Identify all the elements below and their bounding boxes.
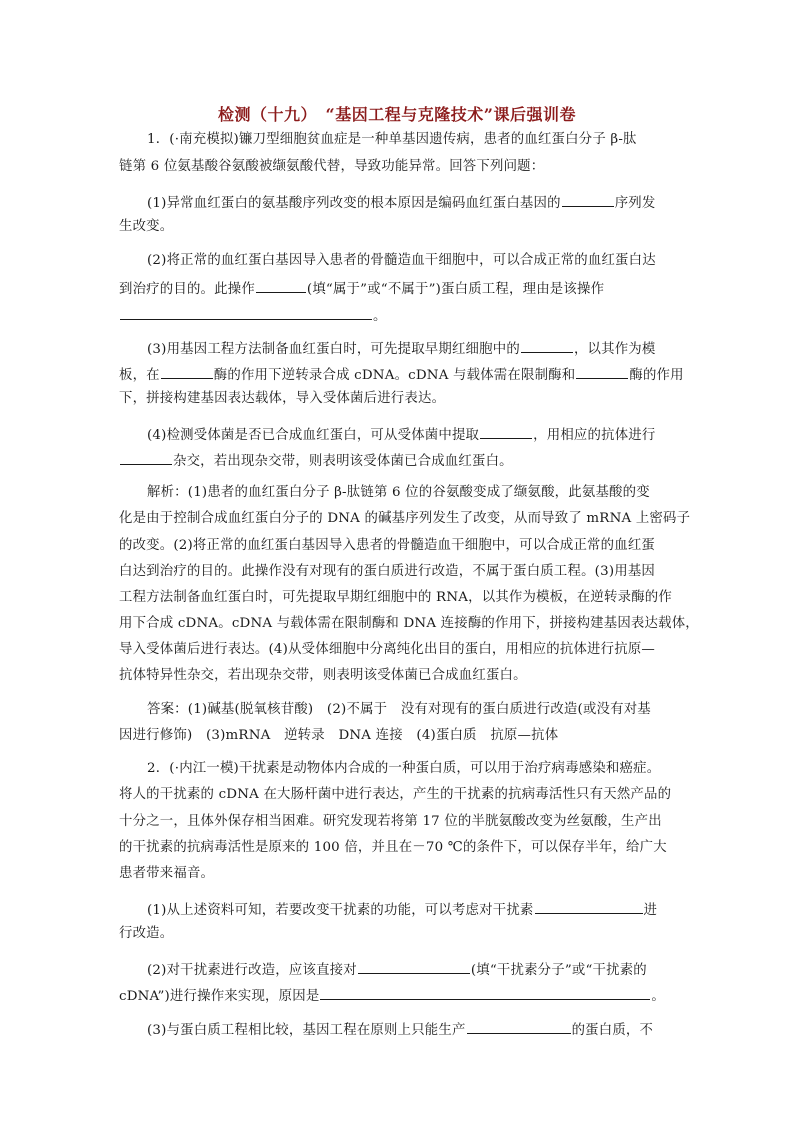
q1-analysis-line-7: 导入受体菌后进行表达。(4)从受体细胞中分离纯化出目的蛋白，用相应的抗体进行抗原— xyxy=(119,642,656,657)
answer-blank[interactable] xyxy=(535,899,643,914)
q1-part1-line-2: 生改变。 xyxy=(119,219,174,234)
q1-part3-line-2 xyxy=(119,364,684,385)
q1-part4-line-2 xyxy=(119,450,513,471)
text-segment: 序列发 xyxy=(614,196,656,211)
q2-stem-line-5: 患者带来福音。 xyxy=(119,866,215,881)
text-segment: (1)从上述资料可知，若要改变干扰素的功能，可以考虑对干扰素 xyxy=(147,903,534,918)
q2-part3-line-1 xyxy=(147,1019,653,1040)
q1-part1-line-1 xyxy=(147,192,655,213)
q1-part2-line-2 xyxy=(119,278,604,299)
q2-part2-line-2 xyxy=(119,985,665,1006)
answer-blank[interactable] xyxy=(358,959,470,974)
answer-blank[interactable] xyxy=(467,1019,571,1034)
text-segment: 。 xyxy=(651,989,666,1004)
answer-blank[interactable] xyxy=(480,424,532,439)
answer-blank[interactable] xyxy=(576,364,628,379)
answer-blank[interactable] xyxy=(562,192,614,207)
text-segment: 酶的作用 xyxy=(629,368,684,383)
q1-answer-line-2: 因进行修饰) (3)mRNA 逆转录 DNA 连接 (4)蛋白质 抗原—抗体 xyxy=(119,728,559,743)
q1-analysis-line-1: 解析：(1)患者的血红蛋白分子 β-肽链第 6 位的谷氨酸变成了缬氨酸，此氨基酸的变 xyxy=(147,485,650,500)
text-segment: (3)用基因工程方法制备血红蛋白时，可先提取早期红细胞中的 xyxy=(147,342,520,357)
answer-blank[interactable] xyxy=(521,338,573,353)
answer-blank[interactable] xyxy=(161,364,213,379)
text-segment: 。 xyxy=(373,309,387,324)
text-segment: 杂交，若出现杂交带，则表明该受体菌已合成血红蛋白。 xyxy=(173,454,513,469)
q1-stem-line-2: 链第 6 位氨基酸谷氨酸被缬氨酸代替，导致功能异常。回答下列问题： xyxy=(119,159,545,174)
q2-stem-line-1: 2．(·内江一模)干扰素是动物体内合成的一种蛋白质，可以用于治疗病毒感染和癌症。 xyxy=(147,761,661,776)
text-segment: (填“干扰素分子”或“干扰素的 xyxy=(470,963,647,978)
text-segment: (3)与蛋白质工程相比较，基因工程在原则上只能生产 xyxy=(147,1023,466,1038)
text-segment: (1)异常血红蛋白的氨基酸序列改变的根本原因是编码血红蛋白基因的 xyxy=(147,196,561,211)
q2-part2-line-1 xyxy=(147,959,647,980)
q1-analysis-line-6: 用下合成 cDNA。cDNA 与载体需在限制酶和 DNA 连接酶的作用下，拼接构建基因表达载体， xyxy=(119,616,699,631)
answer-blank[interactable] xyxy=(120,305,372,320)
q1-part2-line-1: (2)将正常的血红蛋白基因导入患者的骨髓造血干细胞中，可以合成正常的血红蛋白达 xyxy=(147,253,656,268)
q1-part2-line-3 xyxy=(119,305,387,326)
q1-analysis-line-5: 工程方法制备血红蛋白时，可先提取早期红细胞中的 RNA，以其作为模板，在逆转录酶的作 xyxy=(119,590,672,605)
q1-stem-line-1: 1．(·南充模拟)镰刀型细胞贫血症是一种单基因遗传病，患者的血红蛋白分子 β-肽 xyxy=(147,132,637,147)
text-segment: ，用相应的抗体进行 xyxy=(533,428,656,443)
q1-part3-line-3: 下，拼接构建基因表达载体，导入受体菌后进行表达。 xyxy=(119,391,446,406)
text-segment: 的蛋白质，不 xyxy=(571,1023,654,1038)
page-title: 检测（十九） “基因工程与克隆技术”课后强训卷 xyxy=(218,105,576,124)
q1-part4-line-1 xyxy=(147,424,655,445)
text-segment: 到治疗的目的。此操作 xyxy=(119,282,255,297)
text-segment: (4)检测受体菌是否已合成血红蛋白，可从受体菌中提取 xyxy=(147,428,480,443)
q2-stem-line-2: 将人的干扰素的 cDNA 在大肠杆菌中进行表达，产生的干扰素的抗病毒活性只有天然产品的 xyxy=(119,787,672,802)
text-segment: 板，在 xyxy=(119,368,160,383)
q1-part3-line-1 xyxy=(147,338,655,359)
q1-analysis-line-4: 白达到治疗的目的。此操作没有对现有的蛋白质进行改造，不属于蛋白质工程。(3)用基因 xyxy=(119,564,656,579)
q1-answer-line-1: 答案：(1)碱基(脱氧核苷酸) (2)不属于 没有对现有的蛋白质进行改造(或没有对基 xyxy=(147,702,651,717)
q2-stem-line-3: 十分之一，且体外保存相当困难。研究发现若将第 17 位的半胱氨酸改变为丝氨酸，生产出 xyxy=(119,814,662,829)
q2-part1-line-1 xyxy=(147,899,657,920)
text-segment: (2)对干扰素进行改造，应该直接对 xyxy=(147,963,357,978)
q2-part1-line-2: 行改造。 xyxy=(119,926,174,941)
q1-analysis-line-8: 抗体特异性杂交，若出现杂交带，则表明该受体菌已合成血红蛋白。 xyxy=(119,668,527,683)
text-segment: (填“属于”或“不属于”)蛋白质工程，理由是该操作 xyxy=(306,282,605,297)
answer-blank[interactable] xyxy=(256,278,306,293)
text-segment: ，以其作为模 xyxy=(573,342,656,357)
text-segment: cDNA”)进行操作来实现，原因是 xyxy=(119,989,320,1004)
answer-blank[interactable] xyxy=(120,450,172,465)
q1-analysis-line-3: 的改变。(2)将正常的血红蛋白基因导入患者的骨髓造血干细胞中，可以合成正常的血红蛋 xyxy=(119,538,656,553)
q1-analysis-line-2: 化是由于控制合成血红蛋白分子的 DNA 的碱基序列发生了改变，从而导致了 mRNA 上密码子 xyxy=(119,511,691,526)
text-segment: 进 xyxy=(643,903,658,918)
answer-blank[interactable] xyxy=(320,985,650,1000)
text-segment: 酶的作用下逆转录合成 cDNA。cDNA 与载体需在限制酶和 xyxy=(213,368,576,383)
q2-stem-line-4: 的干扰素的抗病毒活性是原来的 100 倍，并且在－70 ℃的条件下，可以保存半年，给广大 xyxy=(119,840,667,855)
